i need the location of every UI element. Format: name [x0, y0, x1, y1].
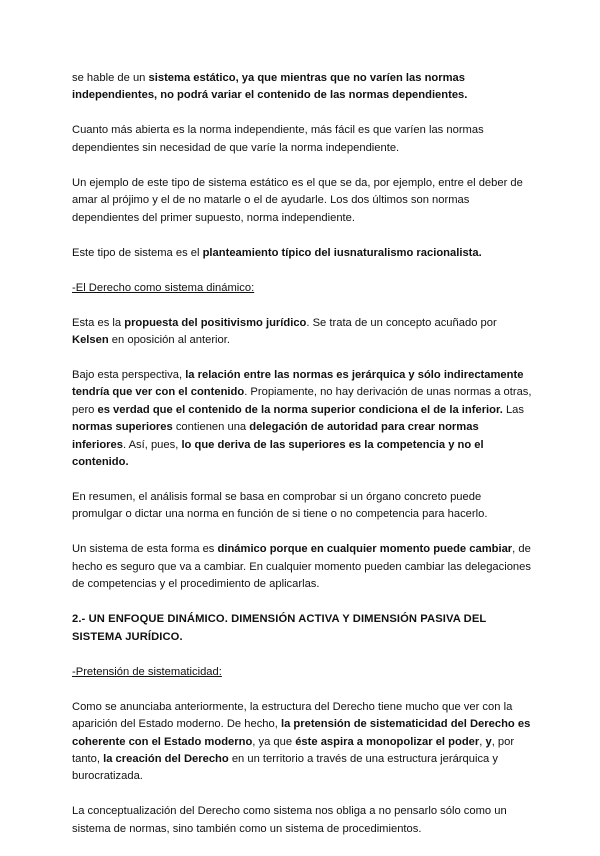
paragraph-iusnaturalism: Este tipo de sistema es el planteamiento típico del iusnaturalismo racionalista. — [72, 246, 482, 259]
paragraph-formal-analysis: En resumen, el análisis formal se basa en comprobar si un órgano concreto puede promulgar o dictar una norma en función de si tiene o no competencia para hacerlo. — [72, 491, 488, 521]
paragraph-positivism: Esta es la propuesta del positivismo jurídico. Se trata de un concepto acuñado por Kelsen en oposición al anterior. — [72, 316, 497, 347]
subheading-systematicity: -Pretensión de sistematicidad: — [72, 665, 222, 678]
paragraph-hierarchy: Bajo esta perspectiva, la relación entre las normas es jerárquica y sólo indirectamente tendría que ver con el contenido. Propiamente, no hay derivación de unas normas a otras, pero es verdad que el contenido de la norma superior condiciona el de la inferior. Las normas superiores contienen una delegación de autoridad para crear normas inferiores. Así, pues, lo que deriva de las superiores es la competencia y no el contenido. — [72, 369, 532, 469]
paragraph-dynamic-change: Un sistema de esta forma es dinámico porque en cualquier momento puede cambiar, de hecho es seguro que va a cambiar. En cualquier momento pueden cambiar las delegaciones de competencias y el procedimiento de aplicarlas. — [72, 543, 531, 591]
paragraph-static-system-intro: se hable de un sistema estático, ya que mientras que no varíen las normas independientes, no podrá variar el contenido de las normas dependientes. — [72, 72, 468, 102]
document-page — [72, 70, 532, 856]
paragraph-modern-state: Como se anunciaba anteriormente, la estructura del Derecho tiene mucho que ver con la aparición del Estado moderno. De hecho, la pretensión de sistematicidad del Derecho es coherente con el Estado moderno, ya que éste aspira a monopolizar el poder, y, por tanto, la creación del Derecho en un territorio a través de una estructura jerárquica y burocratizada. — [72, 700, 531, 783]
subheading-dynamic-system: -El Derecho como sistema dinámico: — [72, 281, 255, 294]
paragraph-static-example: Un ejemplo de este tipo de sistema estático es el que se da, por ejemplo, entre el deber de amar al prójimo y el de no matarle o el de ayudarle. Los dos últimos son normas dependientes del primer supuesto, norma independiente. — [72, 176, 523, 224]
section-heading: 2.- UN ENFOQUE DINÁMICO. DIMENSIÓN ACTIVA Y DIMENSIÓN PASIVA DEL SISTEMA JURÍDICO. — [72, 613, 487, 643]
paragraph-open-norm: Cuanto más abierta es la norma independiente, más fácil es que varíen las normas dependientes sin necesidad de que varíe la norma independiente. — [72, 124, 484, 154]
paragraph-procedures: La conceptualización del Derecho como sistema nos obliga a no pensarlo sólo como un sistema de normas, sino también como un sistema de procedimientos. — [72, 805, 507, 835]
